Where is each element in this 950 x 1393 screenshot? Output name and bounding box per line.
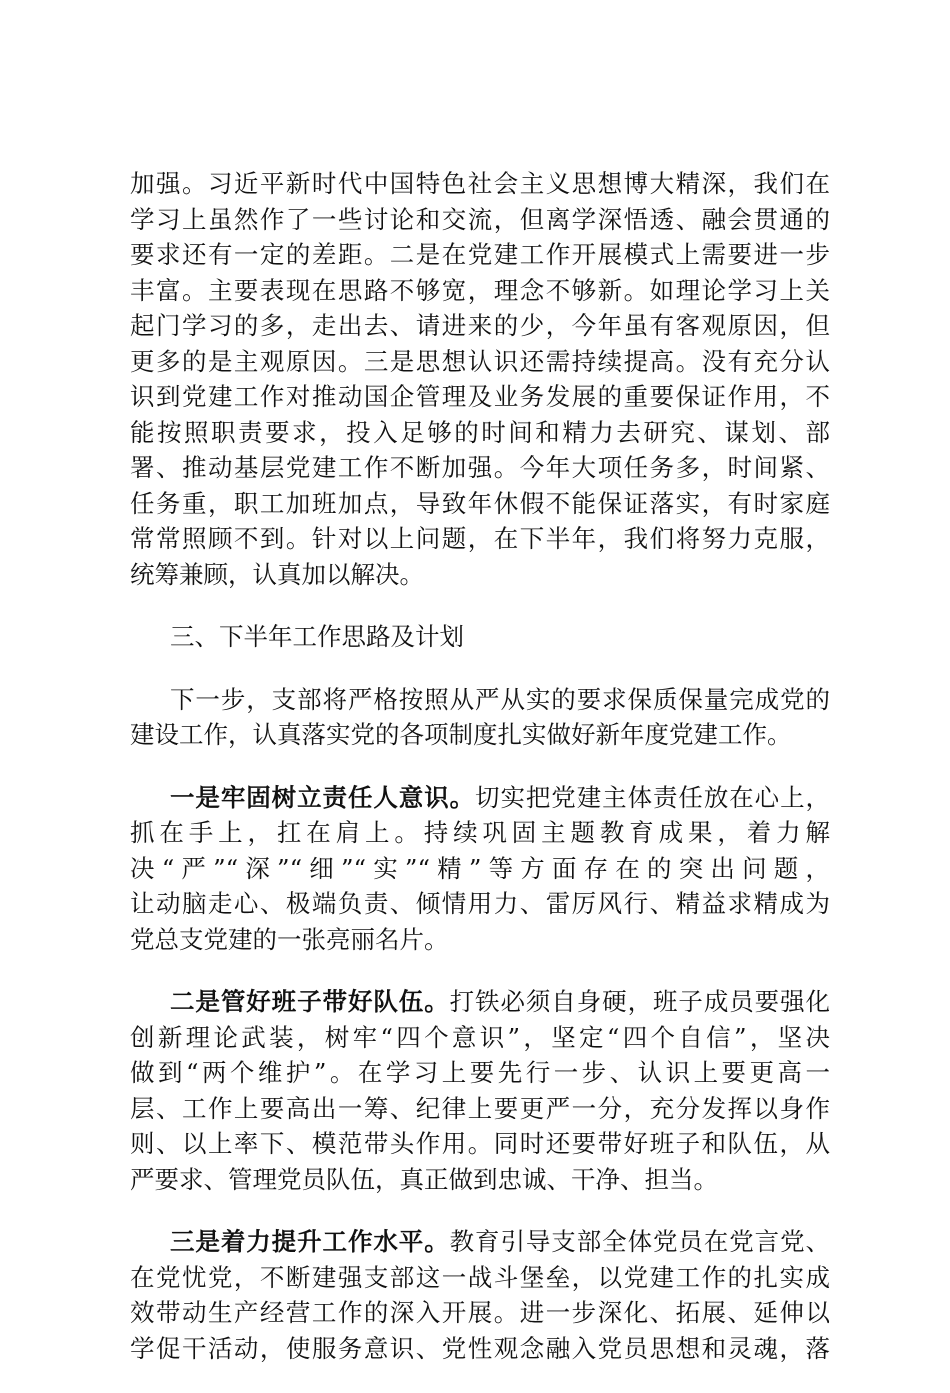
text-line: 能按照职责要求，投入足够的时间和精力去研究、谋划、部 (130, 417, 830, 447)
text-line: 下一步，支部将严格按照从严从实的要求保质保量完成党的 (170, 684, 830, 714)
section-heading (130, 619, 830, 655)
text-line: 抓在手上，扛在肩上。持续巩固主题教育成果，着力解 (130, 818, 830, 847)
text-line (130, 1224, 830, 1260)
heading-text: 三、下半年工作思路及计划 (170, 622, 464, 651)
text-line: 加强。习近平新时代中国特色社会主义思想博大精深，我们在 (130, 169, 830, 198)
text-line (130, 780, 830, 816)
paragraph-lead: 三是着力提升工作水平。 (170, 1227, 450, 1256)
text-line: 识到党建工作对推动国企管理及业务发展的重要保证作用，不 (130, 382, 830, 411)
text-line: 严要求、管理党员队伍，真正做到忠诚、干净、担当。 (130, 1164, 718, 1194)
text-line: 决“严”“深”“细”“实”“精”等方面存在的突出问题， (130, 853, 830, 883)
text-line: 做到“两个维护”。在学习上要先行一步、认识上要更高一 (130, 1058, 830, 1087)
text-line: 则、以上率下、模范带头作用。同时还要带好班子和队伍，从 (130, 1129, 830, 1158)
text-line: 层、工作上要高出一筹、纪律上要更严一分，充分发挥以身作 (130, 1093, 830, 1123)
paragraph-responsibility (130, 780, 830, 958)
text-line (130, 984, 830, 1020)
text-line: 署、推动基层党建工作不断加强。今年大项任务多，时间紧、 (130, 453, 830, 482)
text-line: 党总支党建的一张亮丽名片。 (130, 924, 449, 954)
text-run: 教育引导支部全体党员在党言党、 (449, 1227, 831, 1256)
text-run: 打铁必须自身硬，班子成员要强化 (449, 987, 831, 1016)
text-line: 创新理论武装，树牢“四个意识”，坚定“四个自信”，坚决 (130, 1022, 830, 1052)
paragraph-lead: 一是牢固树立责任人意识。 (170, 782, 476, 812)
text-line: 统筹兼顾，认真加以解决。 (130, 559, 424, 589)
text-line: 让动脑走心、极端负责、倾情用力、雷厉风行、精益求精成为 (130, 889, 830, 918)
document-body (130, 166, 830, 1393)
text-line: 起门学习的多，走出去、请进来的少，今年虽有客观原因，但 (130, 311, 830, 340)
text-line: 学促干活动，使服务意识、党性观念融入党员思想和灵魂，落 (130, 1333, 830, 1363)
text-line: 建设工作，认真落实党的各项制度扎实做好新年度党建工作。 (130, 720, 792, 749)
text-line: 常常照顾不到。针对以上问题，在下半年，我们将努力克服， (130, 524, 830, 553)
paragraph-team (130, 984, 830, 1197)
paragraph-next-step (130, 682, 830, 753)
text-run: 切实把党建主体责任放在心上， (475, 782, 831, 812)
text-line: 更多的是主观原因。三是思想认识还需持续提高。没有充分认 (130, 346, 830, 376)
text-line: 要求还有一定的差距。二是在党建工作开展模式上需要进一步 (130, 240, 830, 269)
text-line: 任务重，职工加班加点，导致年休假不能保证落实，有时家庭 (130, 488, 830, 518)
text-line: 在党忧党，不断建强支部这一战斗堡垒，以党建工作的扎实成 (130, 1262, 830, 1292)
text-line: 学习上虽然作了一些讨论和交流，但离学深悟透、融会贯通的 (130, 204, 830, 234)
paragraph-work-level (130, 1224, 830, 1366)
text-line: 丰富。主要表现在思路不够宽，理念不够新。如理论学习上关 (130, 275, 830, 305)
text-line: 效带动生产经营工作的深入开展。进一步深化、拓展、延伸以 (130, 1298, 830, 1327)
paragraph-problems (130, 166, 830, 592)
paragraph-lead: 二是管好班子带好队伍。 (170, 987, 450, 1016)
